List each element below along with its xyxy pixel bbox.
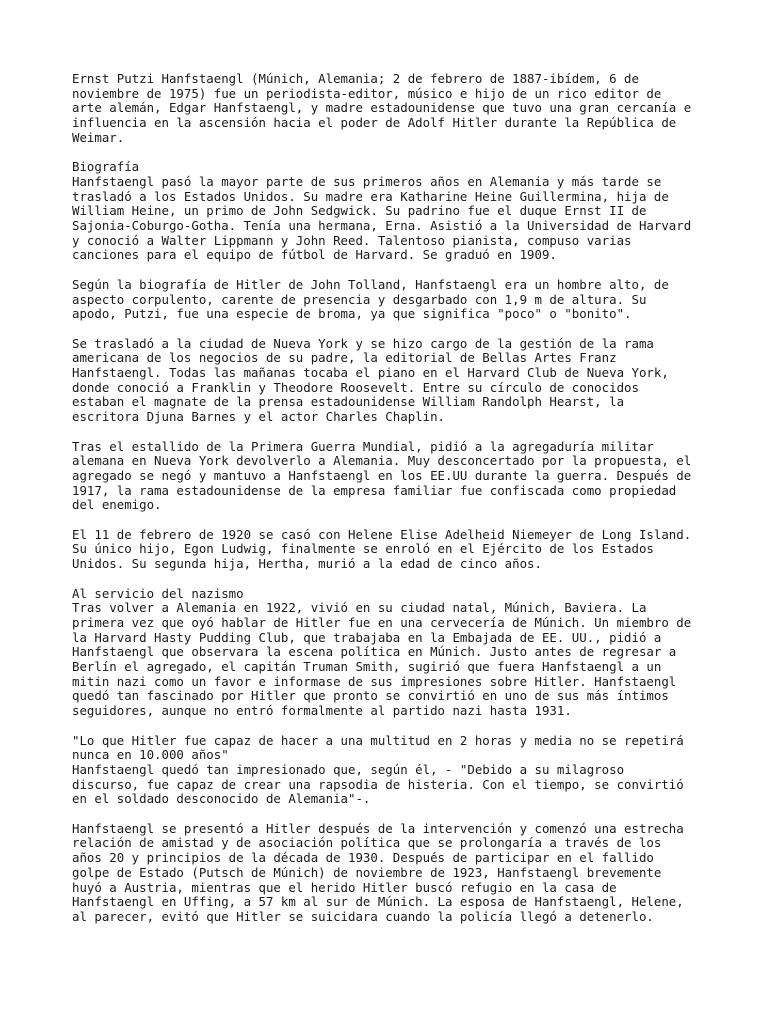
text-line: quedó tan fascinado por Hitler que pronto se convirtió en uno de sus más íntimos [72, 688, 669, 704]
text-line: Su único hijo, Egon Ludwig, finalmente se enroló en el Ejército de los Estados [72, 541, 654, 557]
text-line: mitin nazi como un favor e informase de sus impresiones sobre Hitler. Hanfstaengl [72, 673, 677, 689]
text-line: Hanfstaengl pasó la mayor parte de sus primeros años en Alemania y más tarde se [72, 173, 662, 189]
text-line: El 11 de febrero de 1920 se casó con Helene Elise Adelheid Niemeyer de Long Island. [72, 526, 692, 542]
paragraph [72, 337, 702, 425]
text-line: relación de amistad y de asociación política que se prolongaría a través de los [72, 835, 662, 851]
text-line: Tras el estallido de la Primera Guerra Mundial, pidió a la agregaduría militar [72, 438, 654, 454]
text-line: canciones para el equipo de fútbol de Harvard. Se graduó en 1909. [72, 247, 557, 263]
text-line: Al servicio del nazismo [72, 585, 244, 601]
text-line: discurso, fue capaz de crear una rapsodia de histeria. Con el tiempo, se convirtió [72, 776, 684, 792]
text-line: Hanfstaengl que observara la escena política en Múnich. Justo antes de regresar a [72, 644, 677, 660]
paragraph [72, 528, 702, 572]
text-line: primera vez que oyó hablar de Hitler fue en una cervecería de Múnich. Un miembro de [72, 614, 692, 630]
text-line: escritora Djuna Barnes y el actor Charles Chaplin. [72, 409, 445, 425]
text-line: en el soldado desconocido de Alemania"-. [72, 791, 371, 807]
text-line: arte alemán, Edgar Hanfstaengl, y madre estadounidense que tuvo una gran cercanía e [72, 100, 692, 116]
text-line: estaban el magnate de la prensa estadounidense William Randolph Hearst, la [72, 394, 625, 410]
text-line: influencia en la ascensión hacia el poder de Adolf Hitler durante la República de [72, 115, 677, 131]
text-line: americana de los negocios de su padre, la editorial de Bellas Artes Franz [72, 350, 617, 366]
text-line: huyó a Austria, mientras que el herido Hitler buscó refugio en la casa de [72, 879, 617, 895]
text-line: Unidos. Su segunda hija, Hertha, murió a la edad de cinco años. [72, 556, 542, 572]
paragraph [72, 587, 702, 719]
document-page [72, 72, 702, 939]
text-line: Hanfstaengl en Uffing, a 57 km al sur de Múnich. La esposa de Hanfstaengl, Helene, [72, 894, 684, 910]
text-line: la Harvard Hasty Pudding Club, que trabajaba en la Embajada de EE. UU., pidió a [72, 629, 662, 645]
text-line: donde conoció a Franklin y Theodore Roosevelt. Entre su círculo de conocidos [72, 379, 639, 395]
text-line: Según la biografía de Hitler de John Tolland, Hanfstaengl era un hombre alto, de [72, 276, 669, 292]
paragraph [72, 278, 702, 322]
text-line: alemana en Nueva York devolverlo a Alemania. Muy desconcertado por la propuesta, el [72, 453, 692, 469]
text-line: y conoció a Walter Lippmann y John Reed. Talentoso pianista, compuso varias [72, 232, 632, 248]
text-line: Berlín el agregado, el capitán Truman Smith, sugirió que fuera Hanfstaengl a un [72, 659, 662, 675]
text-line: Sajonia-Coburgo-Gotha. Tenía una hermana, Erna. Asistió a la Universidad de Harvard [72, 218, 692, 234]
text-line: Se trasladó a la ciudad de Nueva York y se hizo cargo de la gestión de la rama [72, 335, 654, 351]
text-line: nunca en 10.000 años" [72, 747, 229, 763]
text-line: agregado se negó y mantuvo a Hanfstaengl en los EE.UU durante la guerra. Después de [72, 467, 692, 483]
text-line: Biografía [72, 159, 140, 175]
text-line: aspecto corpulento, carente de presencia y desgarbado con 1,9 m de altura. Su [72, 291, 647, 307]
paragraph [72, 734, 702, 808]
text-line: William Heine, un primo de John Sedgwick. Su padrino fue el duque Ernst II de [72, 203, 647, 219]
paragraph [72, 72, 702, 146]
paragraph [72, 822, 702, 925]
paragraph [72, 440, 702, 514]
text-line: apodo, Putzi, fue una especie de broma, ya que significa "poco" o "bonito". [72, 306, 632, 322]
text-line: Tras volver a Alemania en 1922, vivió en su ciudad natal, Múnich, Baviera. La [72, 600, 647, 616]
text-line: al parecer, evitó que Hitler se suicidara cuando la policía llegó a detenerlo. [72, 908, 654, 924]
text-line: 1917, la rama estadounidense de la empresa familiar fue confiscada como propiedad [72, 482, 677, 498]
text-line: trasladó a los Estados Unidos. Su madre era Katharine Heine Guillermina, hija de [72, 188, 669, 204]
text-line: Hanfstaengl se presentó a Hitler después de la intervención y comenzó una estrecha [72, 820, 684, 836]
text-line: Hanfstaengl. Todas las mañanas tocaba el piano en el Harvard Club de Nueva York, [72, 365, 669, 381]
text-line: Ernst Putzi Hanfstaengl (Múnich, Alemania; 2 de febrero de 1887-ibídem, 6 de [72, 71, 639, 86]
text-line: del enemigo. [72, 497, 162, 513]
text-line: noviembre de 1975) fue un periodista-editor, músico e hijo de un rico editor de [72, 85, 662, 101]
paragraph [72, 160, 702, 263]
text-line: "Lo que Hitler fue capaz de hacer a una multitud en 2 horas y media no se repetirá [72, 732, 684, 748]
text-line: Hanfstaengl quedó tan impresionado que, según él, - "Debido a su milagroso [72, 761, 625, 777]
text-line: años 20 y principios de la década de 1930. Después de participar en el fallido [72, 850, 654, 866]
text-line: Weimar. [72, 129, 125, 145]
text-line: seguidores, aunque no entró formalmente al partido nazi hasta 1931. [72, 703, 572, 719]
text-line: golpe de Estado (Putsch de Múnich) de noviembre de 1923, Hanfstaengl brevemente [72, 864, 662, 880]
